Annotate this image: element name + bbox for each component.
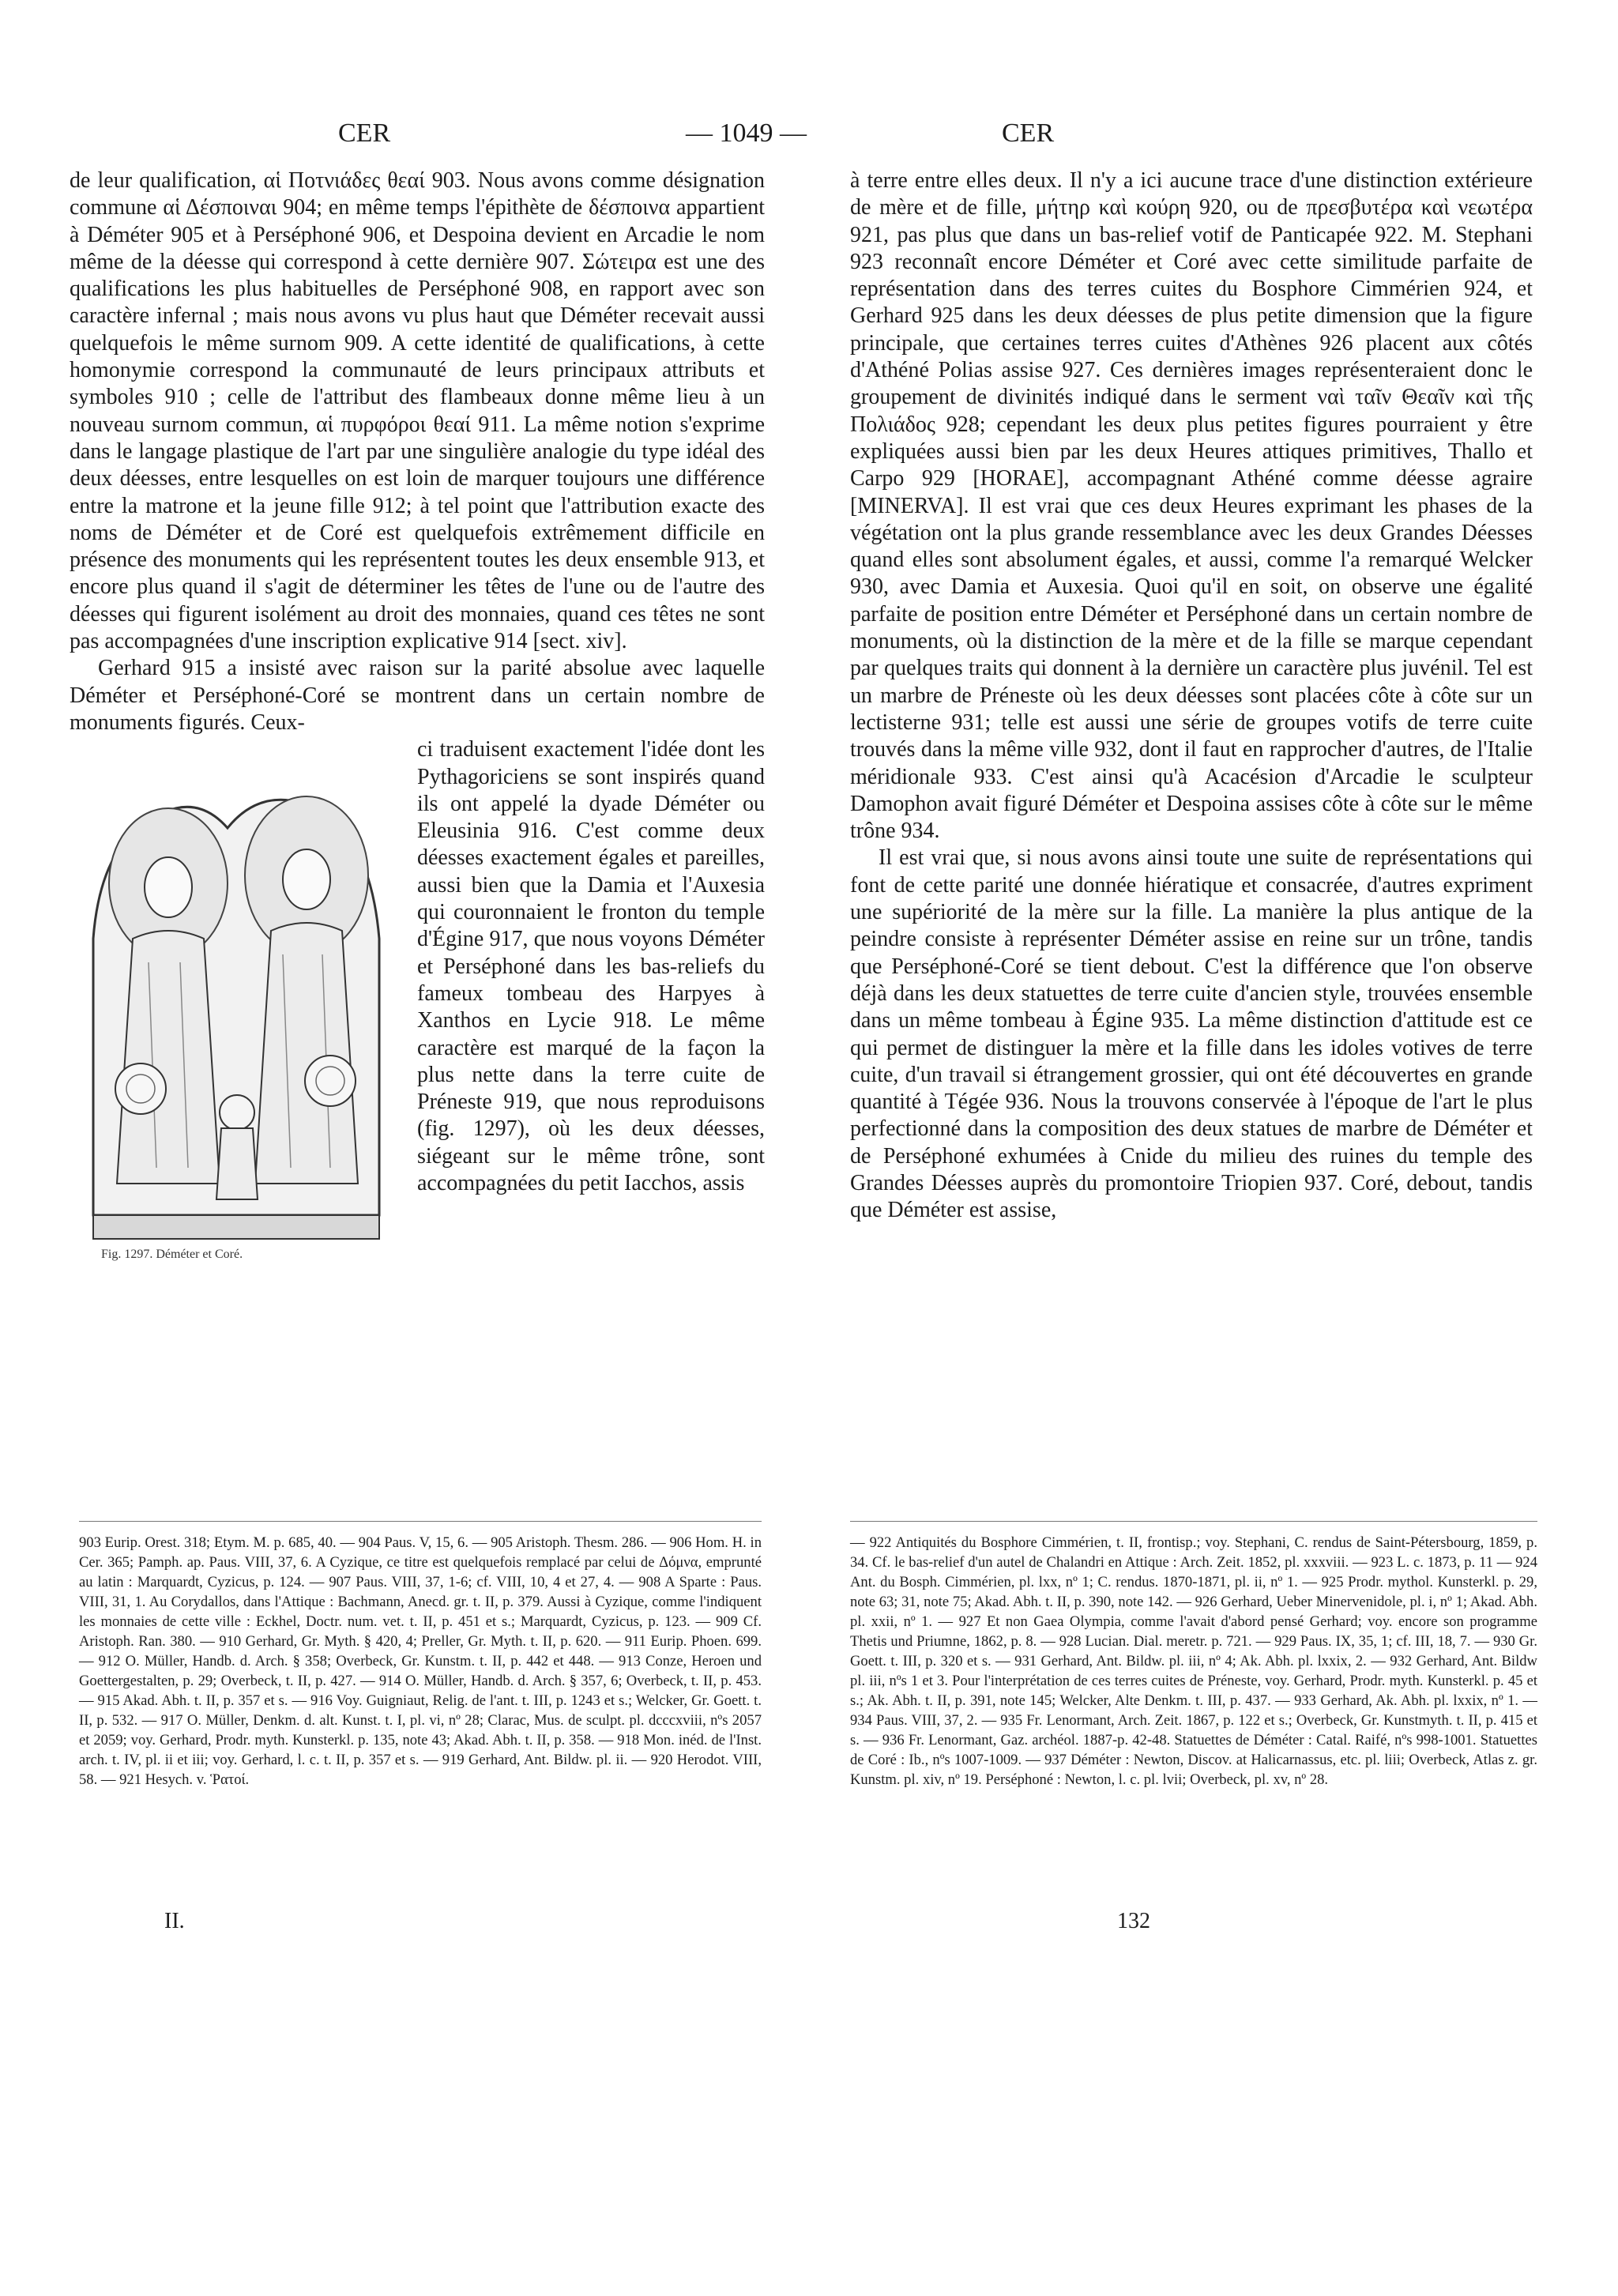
paragraph: de leur qualification, αἱ Ποτνιάδες θεαί 903. Nous avons comme désignation commune αἱ Δέσποιναι 904; en même temps l'épithète de δέσποινα appartient à Déméter 905 et à Perséphoné 906, et Despoina devient en Arcadie le nom même de la déesse qui correspond à cette dernière 907. Σώτειρα est une des qualifications les plus habituelles de Perséphoné 908, en rapport avec son caractère infernal ; mais nous avons vu plus haut que Déméter recevait aussi quelquefois le même surnom 909. A cette identité de qualifications, à cette homonymie correspond la communauté de leurs principaux attributs et symboles 910 ; celle de l'attribut des flambeaux donne même lieu à un nouveau surnom commun, αἱ πυρφόροι θεαί 911. La même notion s'exprime dans le langage plastique de l'art par une singulière analogie du type idéal des deux déesses, entre lesquelles on est loin de marquer toujours une différence entre la matrone et la jeune fille 912; à tel point que l'attribution exacte des noms de Déméter et de Coré est quelquefois extrêmement difficile en présence des monuments qui les représentent toutes les deux ensemble 913, et encore plus quand il s'agit de déterminer les têtes de l'une ou de l'autre des déesses qui figurent isolément au droit des monnaies, quand ces têtes ne sont pas accompagnées d'une inscription explicative 914 [sect. xiv]. [70,168,765,654]
paragraph-text: Gerhard 915 a insisté avec raison sur la parité absolue avec laquelle Déméter et Perséphoné-Coré se montrent dans un certain nombre de monuments figurés. Ceux- [70,656,765,735]
sheet-number: 132 [1117,1909,1150,1933]
paragraph-continuation: ci traduisent exactement l'idée dont les Pythagoriciens se sont inspirés quand ils ont appelé la dyade Déméter ou Eleusinia 916. C'est comme deux déesses exactement égales et pareilles, aussi bien que la Damia et l'Auxesia qui couronnaient le fronton du temple d'Égine 917, que nous voyons Déméter et Perséphoné dans les bas-reliefs du fameux tombeau des Harpyes à Xanthos en Lycie 918. Le même caractère est marqué de la façon la plus nette dans la terre cuite de Préneste 919, que nous reproduisons (fig. 1297), où les deux déesses, siégeant sur le même trône, sont accompagnées du petit Iacchos, assis [417,737,765,1195]
figure-caption: Fig. 1297. Déméter et Coré. [101,1248,243,1262]
right-column [850,167,1533,1225]
paragraph [70,655,765,736]
running-head-right: CER [1002,119,1055,148]
paragraph: à terre entre elles deux. Il n'y a ici aucune trace d'une distinction extérieure de mère et de fille, μήτηρ καὶ κούρη 920, ou de πρεσβυτέρα καὶ νεωτέρα 921, pas plus que dans un bas-relief votif de Panticapée 922. M. Stephani 923 reconnaît encore Déméter et Coré avec cette similitude parfaite de représentation dans des terres cuites du Bosphore Cimmérien 924, et Gerhard 925 dans les deux déesses de plus petite dimension que la figure principale, que certaines terres cuites d'Athènes 926 placent aux côtés d'Athéné Polias assise 927. Ces dernières images représenteraient donc le groupement de divinités indiqué dans le serment ναὶ ταῖν Θεαῖν καὶ τῆς Πολιάδος 928; cependant les deux plus petites figures pourraient y être expliquées aussi bien par les deux Heures attiques primitives, Thallo et Carpo 929 [HORAE], accompagnant Athéné comme déesse agraire [MINERVA]. Il est vrai que ces deux Heures exprimant les phases de la végétation ont la plus grande ressemblance avec les deux Grandes Déesses quand elles sont absolument égales, et aussi, comme l'a remarqué Welcker 930, avec Damia et Auxesia. Quoi qu'il en soit, on observe une égalité parfaite de position entre Déméter et Perséphoné dans un certain nombre de monuments, où la distinction de la mère et de la fille se marque cependant par quelques traits qui donnent à la dernière un caractère plus juvénil. Tel est un marbre de Préneste où les deux déesses sont placées côte à côte sur un lectisterne 931; telle est aussi une série de groupes votifs de terre cuite trouvés dans la même ville 932, dont il faut en rapprocher d'autres, de l'Italie méridionale 933. C'est ainsi qu'à Acacésion d'Arcadie le sculpteur Damophon avait figuré Déméter et Despoina assises côte à côte sur le même trône 934. [850,168,1533,844]
footnotes-left [79,1533,762,1790]
signature-mark: II. [164,1909,185,1933]
footnotes-right [850,1533,1537,1790]
footnote-text: 903 Eurip. Orest. 318; Etym. M. p. 685, 40. — 904 Paus. V, 15, 6. — 905 Aristoph. Thesm. 286. — 906 Hom. H. in Cer. 365; Pamph. ap. Paus. VIII, 37, 6. A Cyzique, ce titre est quelquefois remplacé par celui de Δόμνα, emprunté au latin : Marquardt, Cyzicus, p. 124. — 907 Paus. VIII, 37, 1-6; cf. VIII, 10, 4 et 27, 4. — 908 A Sparte : Paus. VIII, 31, 1. Au Corydallos, dans l'Attique : Bachmann, Anecd. gr. t. II, p. 379. Aussi à Cyzique, comme l'indiquent les monnaies de cette ville : Eckhel, Doctr. num. vet. t. II, p. 451 et s.; Marquardt, Cyzicus, p. 123. — 909 Cf. Aristoph. Ran. 380. — 910 Gerhard, Gr. Myth. § 420, 4; Preller, Gr. Myth. t. II, p. 620. — 911 Eurip. Phoen. 699. — 912 O. Müller, Handb. d. Arch. § 358; Overbeck, Gr. Kunstm. t. II, p. 442 et 448. — 913 Conze, Heroen und Goettergestalten, p. 29; Overbeck, t. II, p. 427. — 914 O. Müller, Handb. d. Arch. § 357, 6; Overbeck, t. II, p. 453. — 915 Akad. Abh. t. II, p. 357 et s. — 916 Voy. Guigniaut, Relig. de l'ant. t. III, p. 1243 et s.; Welcker, Gr. Goett. t. II, p. 532. — 917 O. Müller, Denkm. d. alt. Kunst. t. I, pl. vi, nº 28; Clarac, Mus. de sculpt. pl. dcccxviii, nºs 2057 et 2059; voy. Gerhard, Prodr. myth. Kunsterkl. p. 135, note 43; Akad. Abh. t. II, p. 358. — 918 Mon. inéd. de l'Inst. arch. t. IV, pl. ii et iii; voy. Gerhard, l. c. t. II, p. 357 et s. — 919 Gerhard, Ant. Bildw. pl. ii. — 920 Herodot. VIII, 58. — 921 Hesych. v. Ῥατοί. [79,1534,762,1788]
left-column [70,167,765,1282]
footnote-rule-left [79,1521,762,1522]
page-header [70,119,1555,160]
figure-1297 [70,741,400,1278]
paragraph: Il est vrai que, si nous avons ainsi toute une suite de représentations qui font de cette parité une donnée hiératique et consacrée, d'autres expriment une supériorité de la mère sur la fille. La manière la plus antique de la peindre consiste à représenter Déméter assise en reine sur un trône, tandis que Perséphoné-Coré se tient debout. C'est la différence que l'on observe déjà dans les deux statuettes de terre cuite d'ancien style, trouvées ensemble dans un même tombeau à Égine 935. La même distinction d'attitude est ce qui permet de distinguer la mère et la fille dans les idoles votives de terre cuite, d'un travail si étrangement grossier, qui ont été découvertes en grande quantité à Tégée 936. Nous la trouvons conservée à l'époque de l'art le plus perfectionné dans la composition des deux statues de marbre de Déméter et de Perséphoné exhumées à Cnide du milieu des ruines du temple des Grandes Déesses auprès du promontoire Triopien 937. Coré, debout, tandis que Déméter est assise, [850,845,1533,1223]
footnote-text: — 922 Antiquités du Bosphore Cimmérien, t. II, frontisp.; voy. Stephani, C. rendus de Saint-Pétersbourg, 1859, p. 34. Cf. le bas-relief d'un autel de Chalandri en Attique : Arch. Zeit. 1852, pl. xxxviii. — 923 L. c. 1873, p. 11 — 924 Ant. du Bosph. Cimmérien, pl. lxx, nº 1; C. rendus. 1870-1871, pl. ii, nº 1. — 925 Prodr. mythol. Kunsterkl. p. 29, note 63; 31, note 75; Akad. Abh. t. II, p. 390, note 142. — 926 Gerhard, Ueber Minervenidole, pl. i, nº 1; Akad. Abh. pl. xxii, nº 1. — 927 Et non Gaea Olympia, comme l'avait d'abord pensé Gerhard; voy. encore son programme Thetis und Priumne, 1862, p. 8. — 928 Lucian. Dial. meretr. p. 721. — 929 Paus. IX, 35, 1; cf. III, 18, 7. — 930 Gr. Goett. t. III, p. 320 et s. — 931 Gerhard, Ant. Bildw. pl. iii, nº 4; Ak. Abh. pl. lxxix, 2. — 932 Gerhard, Ant. Bildw pl. iii, nºs 1 et 3. Pour l'interprétation de ces terres cuites de Préneste, voy. Gerhard, Prodr. myth. Kunsterkl. p. 45 et s.; Ak. Abh. t. II, p. 391, note 145; Welcker, Alte Denkm. t. III, p. 437. — 933 Gerhard, Ak. Abh. pl. lxxix, nº 1. — 934 Paus. VIII, 37, 2. — 935 Fr. Lenormant, Arch. Zeit. 1867, p. 122 et s.; Overbeck, Gr. Kunstmyth. t. II, p. 415 et s. — 936 Fr. Lenormant, Gaz. archéol. 1887-p. 42-48. Statuettes de Déméter : Catal. Raifé, nºs 998-1001. Statuettes de Coré : Ib., nºs 1007-1009. — 937 Déméter : Newton, Discov. at Halicarnassus, etc. pl. liii; Overbeck, Atlas z. gr. Kunstm. pl. xiv, nº 19. Perséphoné : Newton, l. c. pl. lvii; Overbeck, pl. xv, nº 28. [850,1534,1537,1788]
page-number: — 1049 — [686,119,807,148]
running-head-left: CER [338,119,391,148]
terracotta-relief-illustration [70,741,400,1247]
footnote-rule-right [850,1521,1537,1522]
